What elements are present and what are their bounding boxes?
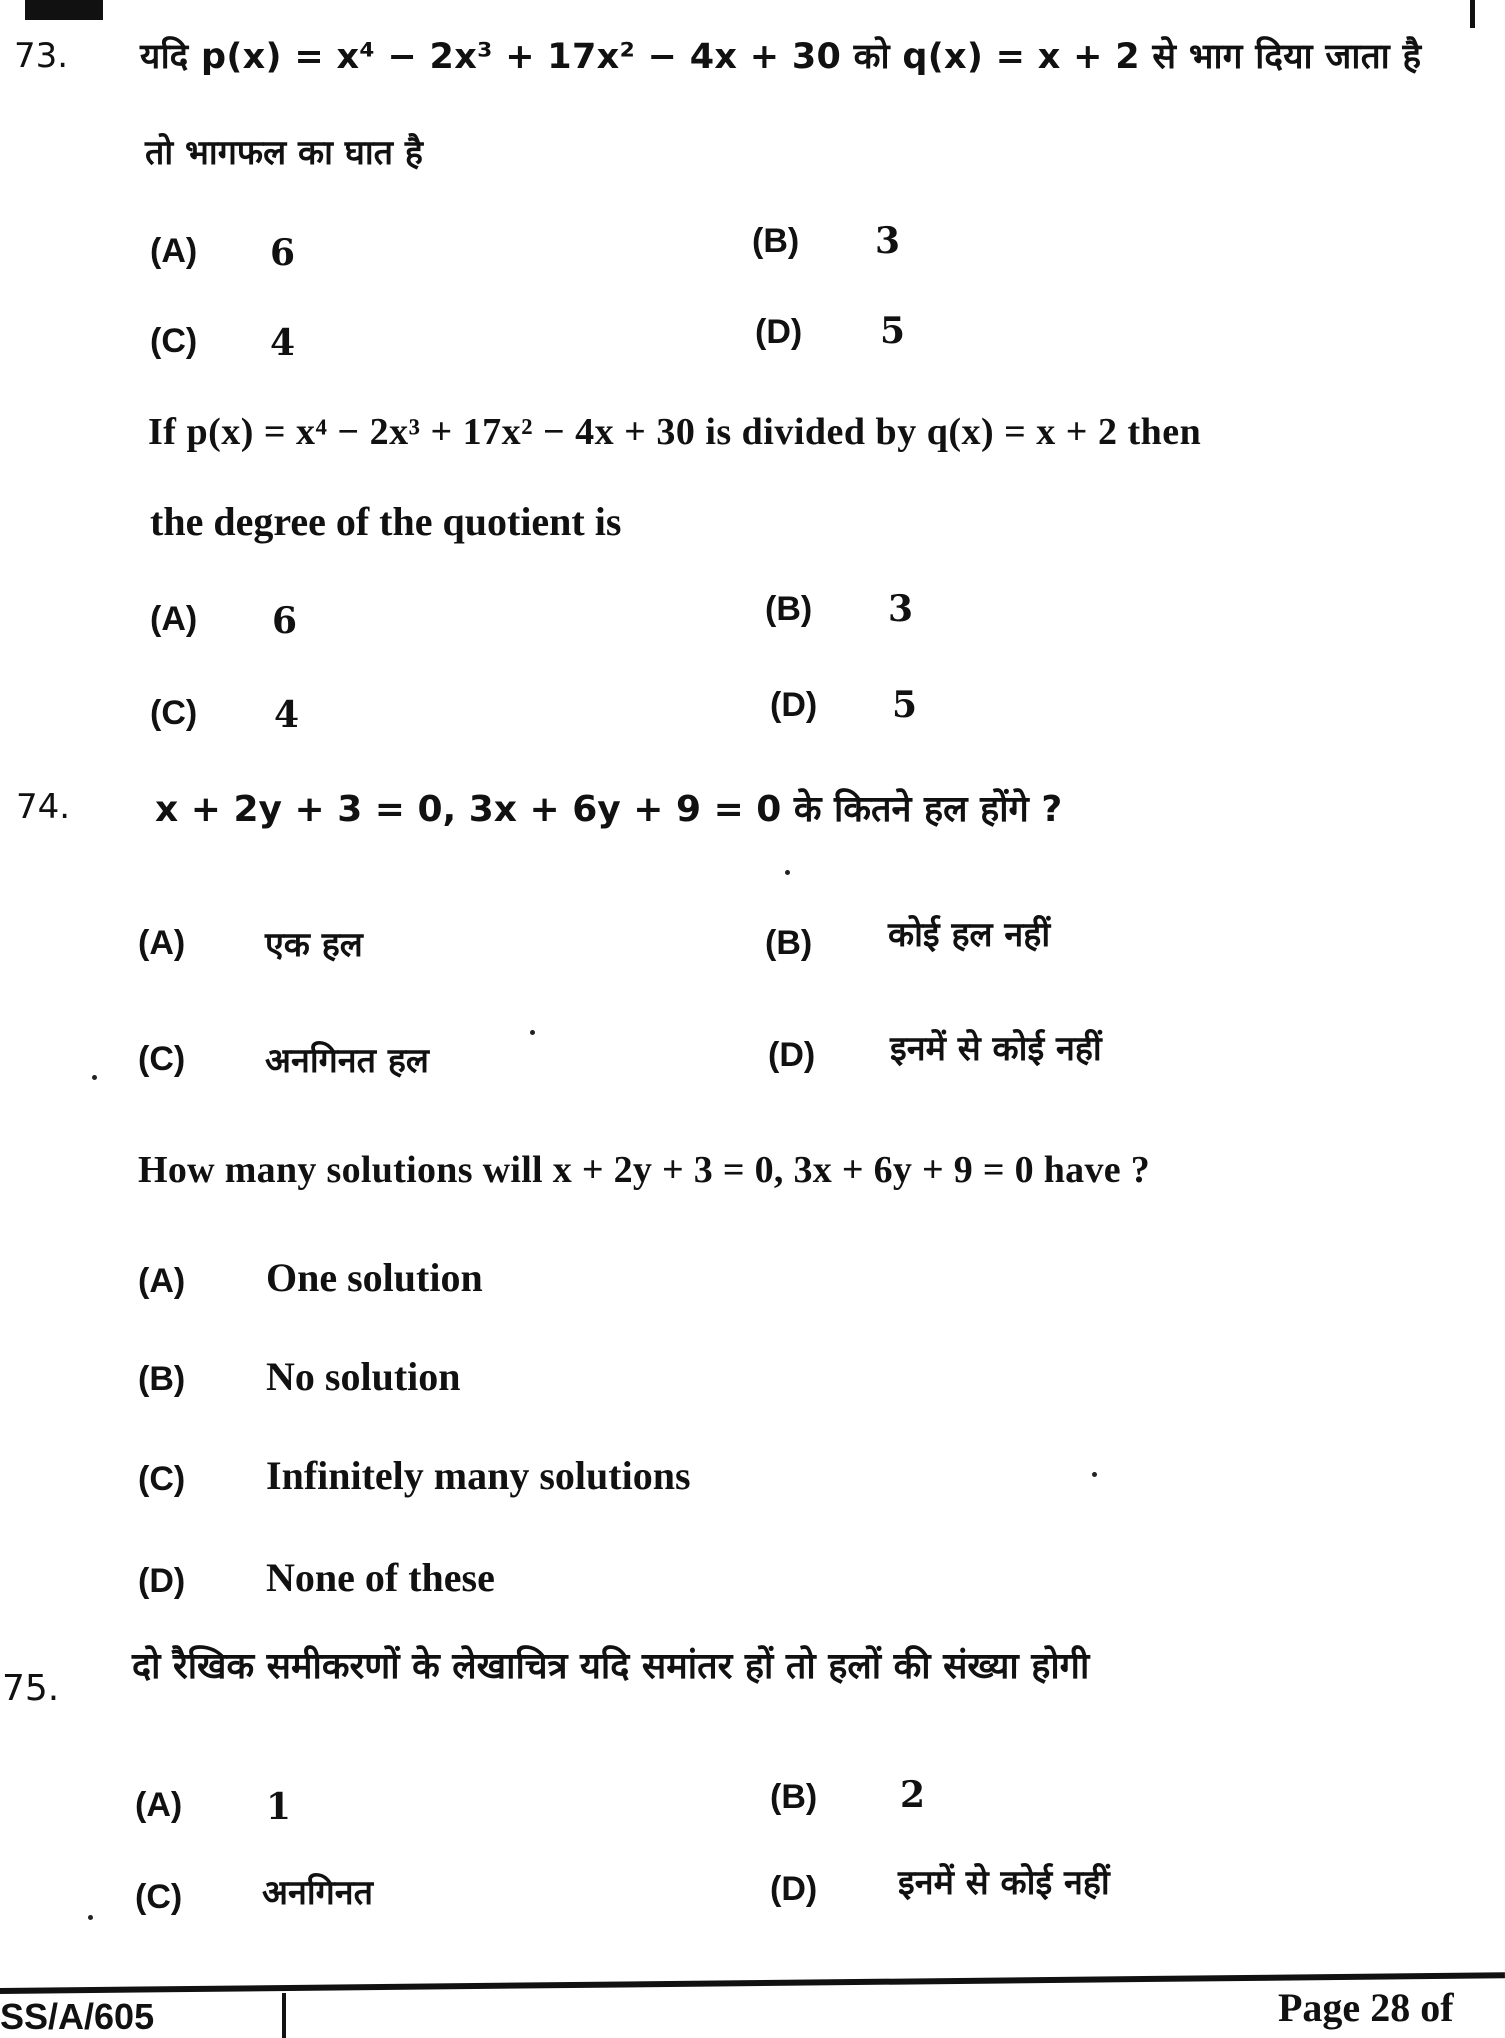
q74-hindi-option-c-label: (C) (138, 1040, 186, 1078)
question-73-english-line1: If p(x) = x⁴ − 2x³ + 17x² − 4x + 30 is divided by q(x) = x + 2 then (148, 411, 1202, 453)
q73-english-option-b-label: (B) (765, 590, 813, 628)
q74-hindi-option-b-value: कोई हल नहीं (888, 915, 1051, 955)
scan-speck (530, 1030, 535, 1035)
q73-hindi-option-b-value: 3 (875, 220, 901, 262)
q75-option-c-label: (C) (135, 1878, 183, 1916)
footer-paper-code: SS/A/605 (0, 1996, 155, 2037)
page-corner-mark (25, 0, 103, 20)
q74-english-option-b-value: No solution (266, 1354, 461, 1399)
q73-hindi-option-c-label: (C) (150, 322, 198, 360)
q75-option-a-label: (A) (135, 1786, 183, 1824)
scan-speck (785, 870, 790, 875)
footer-page-number: Page 28 of (1278, 1985, 1454, 2030)
scan-speck (88, 1915, 93, 1920)
q74-english-option-d-label: (D) (138, 1562, 186, 1600)
q73-hindi-option-a-label: (A) (150, 232, 198, 270)
q73-hindi-option-c-value: 4 (270, 322, 296, 364)
q73-hindi-option-d-label: (D) (755, 313, 803, 351)
question-73-hindi-line2: तो भागफल का घात है (145, 133, 423, 173)
q73-english-option-b-value: 3 (888, 588, 914, 630)
scan-speck (92, 1075, 97, 1080)
q74-hindi-option-a-value: एक हल (265, 925, 363, 965)
question-73-hindi-line1: यदि p(x) = x⁴ − 2x³ + 17x² − 4x + 30 को q(x) = x + 2 से भाग दिया जाता है (140, 37, 1422, 77)
q73-english-option-a-label: (A) (150, 600, 198, 638)
question-75-number: 75. (2, 1668, 60, 1709)
page-edge-mark (1470, 0, 1475, 28)
q74-hindi-option-d-value: इनमें से कोई नहीं (890, 1029, 1102, 1069)
q74-hindi-option-a-label: (A) (138, 924, 186, 962)
q74-english-option-c-label: (C) (138, 1460, 186, 1498)
q75-option-b-label: (B) (770, 1778, 818, 1816)
q73-english-option-c-value: 4 (274, 694, 300, 736)
question-74-hindi-line1: x + 2y + 3 = 0, 3x + 6y + 9 = 0 के कितने हल होंगे ? (155, 789, 1063, 830)
q75-option-c-value: अनगिनत (262, 1873, 374, 1913)
q73-english-option-d-value: 5 (892, 684, 918, 726)
q75-option-b-value: 2 (900, 1774, 926, 1816)
q74-hindi-option-b-label: (B) (765, 924, 813, 962)
q75-option-d-value: इनमें से कोई नहीं (898, 1863, 1110, 1903)
q74-english-option-d-value: None of these (266, 1555, 495, 1600)
q73-english-option-d-label: (D) (770, 686, 818, 724)
q74-english-option-c-value: Infinitely many solutions (266, 1453, 691, 1498)
question-75-hindi-line1: दो रैखिक समीकरणों के लेखाचित्र यदि समांतर हों तो हलों की संख्या होगी (132, 1646, 1090, 1687)
question-74-number: 74. (16, 787, 71, 827)
q74-english-option-a-label: (A) (138, 1262, 186, 1300)
q74-english-option-a-value: One solution (266, 1255, 483, 1300)
scan-speck (1092, 1472, 1097, 1477)
footer-divider (282, 1993, 286, 2038)
q75-option-a-value: 1 (266, 1786, 292, 1828)
q73-english-option-a-value: 6 (272, 600, 298, 642)
q73-hindi-option-b-label: (B) (752, 222, 800, 260)
q73-english-option-c-label: (C) (150, 694, 198, 732)
question-73-number: 73. (14, 36, 69, 76)
q75-option-d-label: (D) (770, 1870, 818, 1908)
q74-hindi-option-c-value: अनगिनत हल (265, 1041, 429, 1081)
question-74-english-line1: How many solutions will x + 2y + 3 = 0, 3x + 6y + 9 = 0 have ? (138, 1149, 1151, 1191)
q74-english-option-b-label: (B) (138, 1360, 186, 1398)
q73-hindi-option-d-value: 5 (880, 310, 906, 352)
q73-hindi-option-a-value: 6 (270, 232, 296, 274)
q74-hindi-option-d-label: (D) (768, 1036, 816, 1074)
question-73-english-line2: the degree of the quotient is (150, 499, 622, 544)
